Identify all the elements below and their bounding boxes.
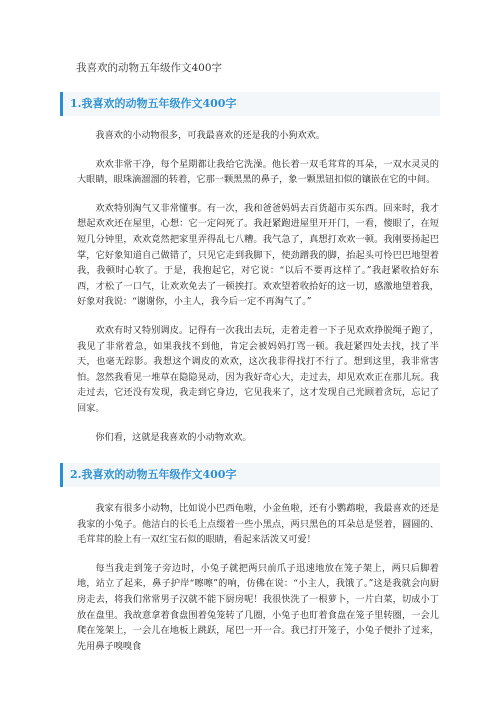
paragraph: 欢欢有时又特别调皮。记得有一次我出去玩，走着走着一下子见欢欢挣脱绳子跑了，我见了非常着急，如果我找不到他，肯定会被妈妈打骂一顿。我赶紧四处去找，找了半天，也毫无踪影。我想这个调皮的欢欢，这次我非得找打不行了。想到这里，我非常害怕。忽然我看见一堆草在隐隐晃动，因为我好奇心大，走过去，却见欢欢正在那儿玩。我走过去，它还没有发现，我走到它身边，它见我来了，这才发现自己光顾着贪玩，忘记了回家。 xyxy=(77,324,439,414)
paragraph: 我喜欢的小动物很多，可我最喜欢的还是我的小狗欢欢。 xyxy=(95,130,326,141)
paragraph: 每当我走到笼子旁边时，小兔子就把两只前爪子迅速地放在笼子架上，两只后脚着地，站立了起来，鼻子护岸“嚓嚓”的响，仿佛在说：“小主人，我饿了。”这是我就会向厨房走去，将我们常常男子汉就不能下厨房呢！我很快洗了一根萝卜，一片白菜，切成小丁放在盘里。我故意拿着食盘围着兔笼转了几圈，小兔子也盯着食盘在笼子里转圈，一会儿爬在笼架上，一会儿在地板上跳跃，尾巴一开一合。我已打开笼子，小兔子便扑了过来，先用鼻子嗅嗅食 xyxy=(77,562,439,652)
paragraph: 欢欢特别淘气又非常懂事。有一次，我和爸爸妈妈去百货超市买东西。回来时，我才想起欢欢还在屋里，心想：它一定闷死了。我赶紧跑进屋里开开门，一看，傻眼了，在短短几分钟里，欢欢竟然把家里弄得乱七八糟。我气急了，真想打欢欢一顿。我刚要扬起巴掌，它好象知道自己做错了，只见它走到我脚下，使劲蹭我的脚，抬起头可怜巴巴地望着我，我顿时心软了。于是，我抱起它，对它说：“以后不要再这样了。”我赶紧收拾好东西，才松了一口气，让欢欢免去了一顿挨打。欢欢望着收拾好的这一切，感激地望着我，好象对我说：“谢谢你，小主人，我今后一定不再淘气了。” xyxy=(77,202,439,308)
paragraph: 欢欢非常干净，每个星期都让我给它洗澡。他长着一双毛茸茸的耳朵，一双水灵灵的大眼睛，眼珠滴溜溜的转着，它那一颗黑黑的鼻子，象一颗黑钮扣似的镶嵌在它的中间。 xyxy=(77,158,439,186)
section-1 xyxy=(60,92,440,458)
section-2-heading: 2.我喜欢的动物五年级作文400字 xyxy=(60,463,440,487)
section-2-body xyxy=(60,487,439,654)
paragraph: 你们看，这就是我喜欢的小动物欢欢。 xyxy=(95,431,252,443)
section-1-body xyxy=(60,116,439,445)
section-2 xyxy=(60,463,440,667)
section-1-heading: 1.我喜欢的动物五年级作文400字 xyxy=(60,92,440,116)
paragraph: 我家有很多小动物，比如说小巴西龟啦，小金鱼啦，还有小鹦鹉啦，我最喜欢的还是我家的小兔子。他洁白的长毛上点缀着一些小黑点，两只黑色的耳朵总是竖着，圆圆的、毛茸茸的脸上有一双红宝石似的眼睛，看起来活泼又可爱！ xyxy=(77,503,439,546)
document-title: 我喜欢的动物五年级作文400字 xyxy=(76,62,223,74)
